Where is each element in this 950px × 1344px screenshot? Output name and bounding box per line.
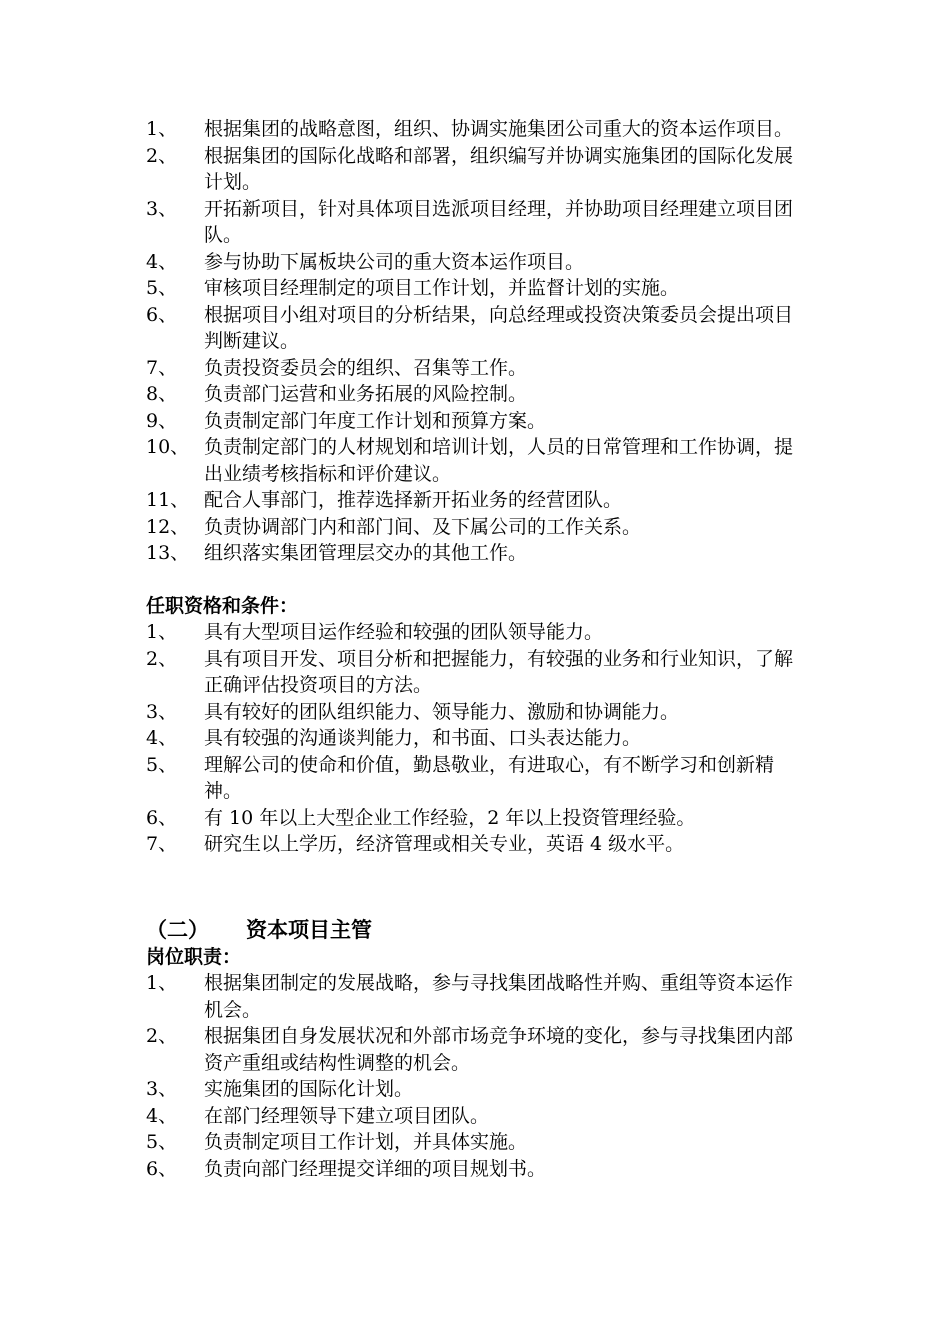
list-item [146,116,810,143]
item-text: 根据集团制定的发展战略，参与寻找集团战略性并购、重组等资本运作机会。 [204,972,794,1021]
list-item [146,514,810,541]
item-number: 5、 [146,753,178,776]
item-text: 负责向部门经理提交详细的项目规划书。 [204,1157,547,1180]
spacer [146,567,810,593]
item-number: 1、 [146,118,178,140]
qualifications-list [146,619,810,858]
list-item [146,408,810,435]
list-item [146,1023,810,1076]
item-text: 根据集团的国际化战略和部署，组织编写并协调实施集团的国际化发展计划。 [204,144,794,193]
item-number: 3、 [146,700,178,723]
item-text: 根据集团自身发展状况和外部市场竞争环境的变化，参与寻找集团内部资产重组或结构性调整的机会。 [204,1025,794,1074]
item-text: 有 10 年以上大型企业工作经验，2 年以上投资管理经验。 [204,806,696,829]
item-number: 1、 [146,972,178,994]
item-text: 具有项目开发、项目分析和把握能力，有较强的业务和行业知识，了解正确评估投资项目的方法。 [204,647,794,696]
spacer [146,858,810,910]
item-number: 7、 [146,833,178,855]
item-text: 负责制定部门的人材规划和培训计划，人员的日常管理和工作协调，提出业绩考核指标和评价建议。 [204,436,794,485]
list-item [146,302,810,355]
item-number: 11、 [146,489,190,511]
list-item [146,487,810,514]
item-text: 参与协助下属板块公司的重大资本运作项目。 [204,250,585,273]
item-text: 具有较好的团队组织能力、领导能力、激励和协调能力。 [204,700,680,723]
list-item [146,646,810,699]
list-item [146,143,810,196]
item-text: 负责制定项目工作计划，并具体实施。 [204,1131,528,1153]
item-text: 审核项目经理制定的项目工作计划，并监督计划的实施。 [204,277,680,299]
item-number: 4、 [146,727,178,749]
item-text: 根据项目小组对项目的分析结果，向总经理或投资决策委员会提出项目判断建议。 [204,303,794,352]
list-item [146,619,810,646]
list-item [146,1156,810,1183]
item-text: 负责制定部门年度工作计划和预算方案。 [204,409,547,432]
duties-heading: 岗位职责： [146,945,242,968]
duties-list-section2 [146,970,810,1182]
list-item [146,196,810,249]
list-item [146,381,810,408]
list-item [146,355,810,382]
item-number: 1、 [146,621,178,643]
section-title-text: 资本项目主管 [246,916,372,942]
item-number: 6、 [146,1157,178,1180]
item-number: 5、 [146,1131,178,1153]
list-item [146,540,810,567]
item-text: 实施集团的国际化计划。 [204,1078,414,1100]
item-number: 10、 [146,436,190,458]
item-text: 配合人事部门，推荐选择新开拓业务的经营团队。 [204,489,623,511]
item-text: 理解公司的使命和价值，勤恳敬业，有进取心，有不断学习和创新精神。 [204,753,775,802]
qualifications-heading: 任职资格和条件： [146,594,299,617]
item-text: 具有较强的沟通谈判能力，和书面、口头表达能力。 [204,727,642,749]
list-item [146,1129,810,1156]
item-text: 具有大型项目运作经验和较强的团队领导能力。 [204,621,604,643]
item-number: 2、 [146,1025,178,1047]
section-number: （二） [146,916,209,942]
list-item [146,831,810,858]
item-text: 组织落实集团管理层交办的其他工作。 [204,542,528,564]
item-number: 8、 [146,383,178,405]
list-item [146,434,810,487]
list-item [146,249,810,276]
list-item [146,752,810,805]
item-number: 4、 [146,250,178,273]
item-text: 负责部门运营和业务拓展的风险控制。 [204,383,528,405]
item-number: 9、 [146,409,178,432]
list-item [146,1076,810,1103]
item-number: 4、 [146,1104,178,1127]
list-item [146,1103,810,1130]
list-item [146,970,810,1023]
item-number: 2、 [146,144,178,167]
item-number: 6、 [146,806,178,829]
item-number: 6、 [146,303,178,326]
list-item [146,725,810,752]
list-item [146,699,810,726]
item-number: 7、 [146,356,178,379]
item-text: 开拓新项目，针对具体项目选派项目经理，并协助项目经理建立项目团队。 [204,197,794,246]
item-number: 5、 [146,277,178,299]
item-number: 3、 [146,197,178,220]
item-number: 2、 [146,647,178,670]
item-text: 研究生以上学历，经济管理或相关专业，英语 4 级水平。 [204,833,685,855]
duties-list-section1 [146,116,810,567]
item-number: 3、 [146,1078,178,1100]
item-text: 负责投资委员会的组织、召集等工作。 [204,356,528,379]
document-page [146,116,810,1182]
item-number: 12、 [146,515,190,538]
item-text: 负责协调部门内和部门间、及下属公司的工作关系。 [204,515,642,538]
section-title [146,916,810,944]
item-text: 在部门经理领导下建立项目团队。 [204,1104,490,1127]
list-item [146,805,810,832]
item-text: 根据集团的战略意图，组织、协调实施集团公司重大的资本运作项目。 [204,118,794,140]
list-item [146,275,810,302]
item-number: 13、 [146,542,190,564]
